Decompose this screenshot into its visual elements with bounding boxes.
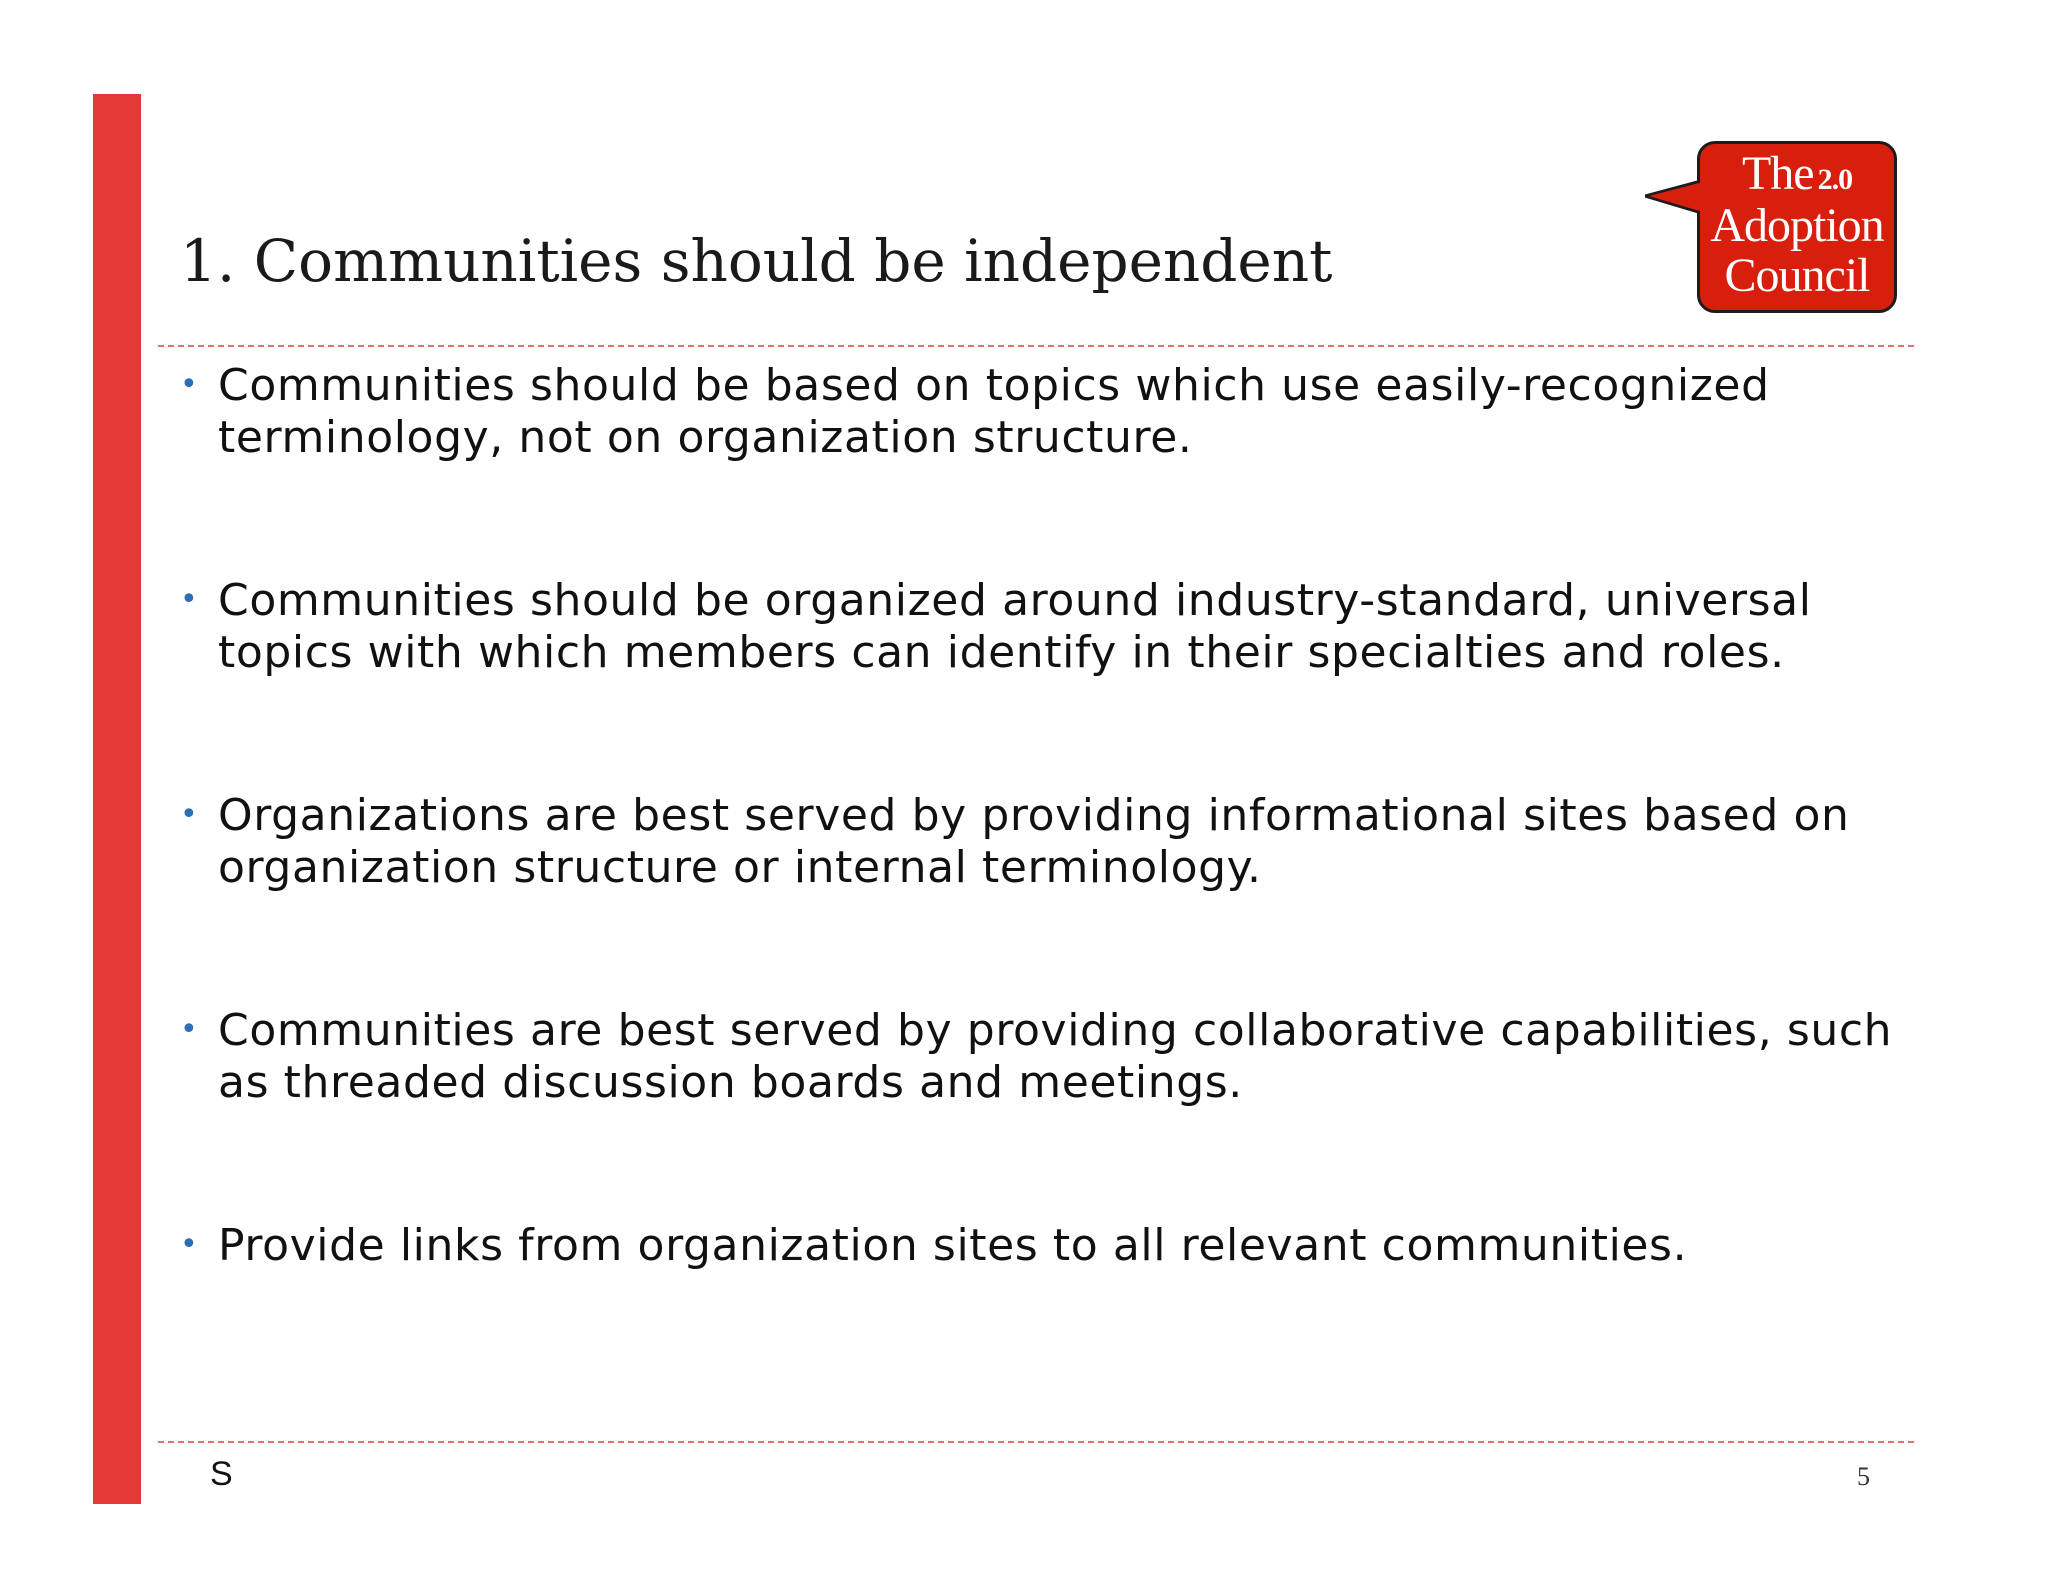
bottom-divider [158, 1441, 1914, 1443]
bullet-text: Communities are best served by providing collaborative capabilities, such as threaded discussion boards and meetings. [218, 1005, 1893, 1108]
bullet-text: Communities should be organized around industry-standard, universal topics with which members can identify in their specialties and roles. [218, 575, 1812, 678]
logo-line-2: Adoption [1710, 199, 1884, 252]
bullet-icon: • [180, 582, 198, 617]
top-divider [158, 345, 1914, 347]
bullet-icon: • [180, 1227, 198, 1262]
bullet-text: Provide links from organization sites to all relevant communities. [218, 1220, 1688, 1271]
adoption-council-logo [1645, 138, 1907, 320]
bullet-icon: • [180, 367, 198, 402]
footer-label: S [210, 1455, 233, 1493]
logo-line-3: Council [1724, 249, 1870, 302]
bullet-icon: • [180, 797, 198, 832]
page-number: 5 [1857, 1462, 1870, 1491]
logo-line-1: The 2.0 [1741, 147, 1853, 200]
accent-bar [93, 94, 141, 1504]
bullet-text: Communities should be based on topics which use easily-recognized terminology, not on organization structure. [218, 360, 1770, 463]
bullet-text: Organizations are best served by providing informational sites based on organization structure or internal terminology. [218, 790, 1850, 893]
bullet-icon: • [180, 1012, 198, 1047]
slide-title: 1. Communities should be independent [180, 227, 1333, 295]
